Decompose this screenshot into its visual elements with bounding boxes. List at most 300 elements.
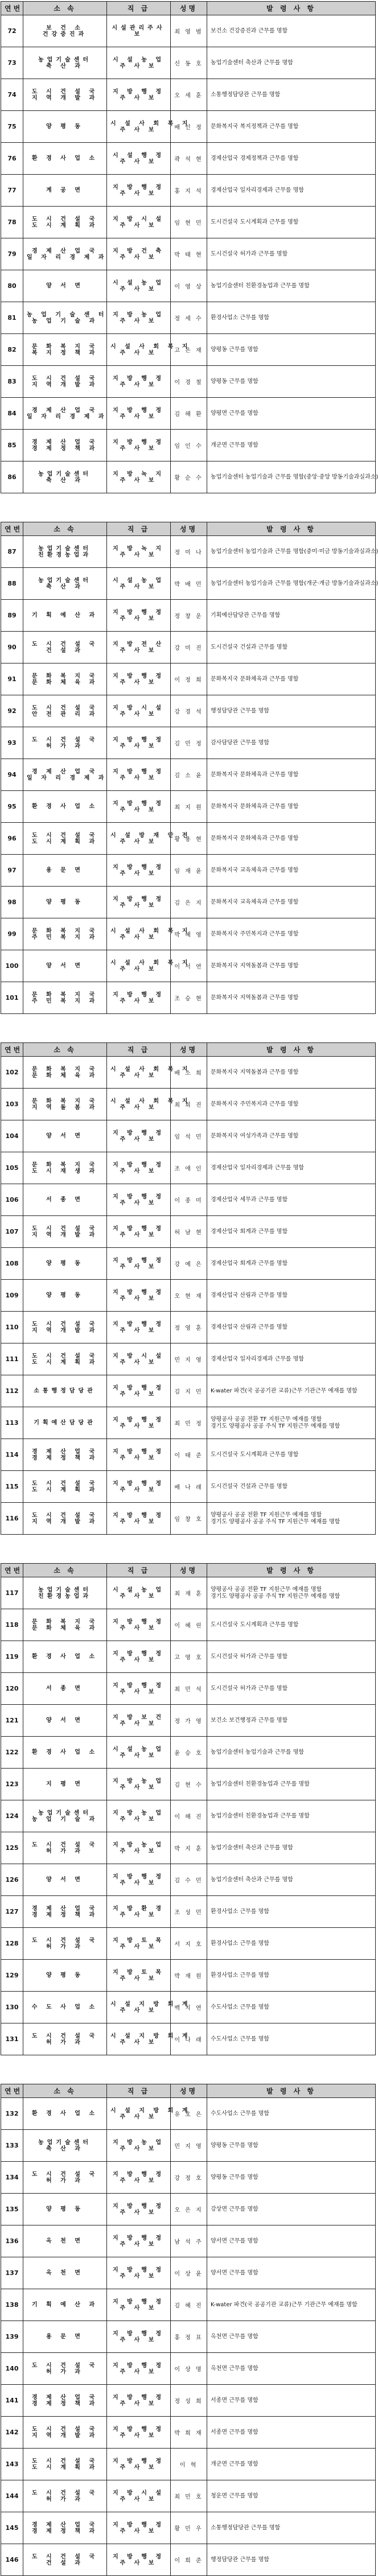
- person-name-cell: 황 순 수: [171, 461, 207, 493]
- table-row: [1, 2480, 376, 2512]
- header-department: 소 속: [23, 2084, 107, 2098]
- grade-cell: 지 방 행 정 주 사 보: [107, 398, 171, 430]
- seq-number-cell: 106: [1, 1184, 23, 1216]
- grade-cell: 지 방 행 정 주 사 보: [107, 1439, 171, 1471]
- assignment-cell: 문화복지국 주민복지과 근무를 명함: [207, 1089, 376, 1120]
- seq-number-cell: 77: [1, 175, 23, 207]
- department-cell: 양 서 면: [23, 270, 107, 302]
- person-name-cell: 임 창 호: [171, 1503, 207, 1535]
- grade-cell: 시 설 사 회 복 지 주 사 보: [107, 1057, 171, 1089]
- table-row: [1, 2512, 376, 2544]
- personnel-table: [1, 1563, 376, 2055]
- department-cell: 양 서 면: [23, 1705, 107, 1737]
- department-cell: 농업기술센터 축 산 과: [23, 461, 107, 493]
- header-department: 소 속: [23, 1564, 107, 1577]
- seq-number-cell: 78: [1, 207, 23, 238]
- person-name-cell: 이 상 윤: [171, 2257, 207, 2289]
- assignment-cell: 농업기술센터 농업기술과 근무를 명함(개군·개금 방동기술과실과소): [207, 568, 376, 600]
- header-assignment: 발 령 사 항: [207, 1564, 376, 1577]
- table-row: [1, 1673, 376, 1705]
- table-row: [1, 1089, 376, 1120]
- seq-number-cell: 75: [1, 111, 23, 143]
- assignment-cell: 옥천면 근무를 명함: [207, 2353, 376, 2385]
- department-cell: 용 문 면: [23, 855, 107, 887]
- assignment-cell: 도시건설국 허가과 근무를 명함: [207, 238, 376, 270]
- person-name-cell: 강 미 진: [171, 632, 207, 663]
- grade-cell: 지 방 행 정 주 사 보: [107, 1641, 171, 1673]
- assignment-cell: 도시건설국 건설과 근무를 명함: [207, 1471, 376, 1503]
- department-cell: 양 평 동: [23, 1248, 107, 1280]
- table-row: [1, 600, 376, 632]
- person-name-cell: 강 경 석: [171, 695, 207, 727]
- table-row: [1, 302, 376, 334]
- assignment-cell: 감사담당관 근무를 명함: [207, 727, 376, 759]
- grade-cell: 지 방 행 정 주 사 보: [107, 2385, 171, 2417]
- person-name-cell: 최 민 호: [171, 2480, 207, 2512]
- department-cell: 도 시 건 설 국 허 가 과: [23, 727, 107, 759]
- assignment-cell: 수도사업소 근무를 명함: [207, 2098, 376, 2130]
- seq-number-cell: 125: [1, 1832, 23, 1864]
- assignment-cell: 경제산업국 경제정책과 근무를 명함: [207, 143, 376, 175]
- table-row: [1, 1928, 376, 1960]
- seq-number-cell: 136: [1, 2225, 23, 2257]
- assignment-cell: 경제산업국 회계과 근무를 명함: [207, 1248, 376, 1280]
- table-row: [1, 1832, 376, 1864]
- department-cell: 도 시 건 설 국 허 가 과: [23, 1928, 107, 1960]
- seq-number-cell: 89: [1, 600, 23, 632]
- grade-cell: 지 방 행 정 주 사 보: [107, 366, 171, 398]
- table-row: [1, 430, 376, 461]
- department-cell: 옥 천 면: [23, 2225, 107, 2257]
- assignment-cell: 양평면 근무를 명함: [207, 398, 376, 430]
- grade-cell: 지 방 행 정 주 사 보: [107, 2417, 171, 2449]
- table-header-row: [1, 2, 376, 15]
- seq-number-cell: 146: [1, 2544, 23, 2576]
- table-row: [1, 727, 376, 759]
- seq-number-cell: 114: [1, 1439, 23, 1471]
- seq-number-cell: 98: [1, 887, 23, 918]
- header-person-name: 성명: [171, 2, 207, 15]
- assignment-cell: 경제산업국 일자리경제과 근무를 명함: [207, 1343, 376, 1375]
- assignment-cell: 문화복지국 교육체육과 근무를 명함: [207, 887, 376, 918]
- grade-cell: 지 방 농 업 주 사 보: [107, 1832, 171, 1864]
- seq-number-cell: 94: [1, 759, 23, 791]
- seq-number-cell: 130: [1, 1992, 23, 2023]
- person-name-cell: 이 종 미: [171, 1184, 207, 1216]
- table-row: [1, 982, 376, 1014]
- person-name-cell: 홍 정 표: [171, 2321, 207, 2353]
- table-row: [1, 1407, 376, 1439]
- table-row: [1, 47, 376, 79]
- seq-number-cell: 117: [1, 1577, 23, 1609]
- assignment-cell: 농업기술센터 축산과 근무를 명함: [207, 1832, 376, 1864]
- table-row: [1, 2257, 376, 2289]
- seq-number-cell: 83: [1, 366, 23, 398]
- grade-cell: 시설관리주사 보: [107, 15, 171, 47]
- seq-number-cell: 103: [1, 1089, 23, 1120]
- assignment-cell: 문화복지국 복지정책과 근무를 명함: [207, 111, 376, 143]
- assignment-cell: 문화복지국 주민복지과 근무를 명함: [207, 918, 376, 950]
- header-seq-number: 연번: [1, 2, 23, 15]
- person-name-cell: 고 은 재: [171, 334, 207, 366]
- table-row: [1, 663, 376, 695]
- grade-cell: 지 방 행 정 주 사 보: [107, 855, 171, 887]
- person-name-cell: 정 세 수: [171, 302, 207, 334]
- table-row: [1, 2023, 376, 2055]
- person-name-cell: 박 배 민: [171, 568, 207, 600]
- person-name-cell: 박 혜 영: [171, 918, 207, 950]
- grade-cell: 시 설 지 방 회 계 주 사 보: [107, 1992, 171, 2023]
- assignment-cell: 농업기술센터 친환경농업과 근무를 명함: [207, 270, 376, 302]
- grade-cell: 지 방 행 정 주 사 보: [107, 887, 171, 918]
- seq-number-cell: 139: [1, 2321, 23, 2353]
- table-row: [1, 398, 376, 430]
- seq-number-cell: 92: [1, 695, 23, 727]
- person-name-cell: 이 영 상: [171, 270, 207, 302]
- assignment-cell: 기획예산담당관 근무를 명함: [207, 600, 376, 632]
- person-name-cell: 민 지 영: [171, 1343, 207, 1375]
- seq-number-cell: 90: [1, 632, 23, 663]
- department-cell: 도 시 건 설 국 허 가 과: [23, 2480, 107, 2512]
- assignment-cell: K-water 파견(국 공공기관 교류)근무 기관근무 예재를 명함: [207, 2289, 376, 2321]
- department-cell: 양 서 면: [23, 1120, 107, 1152]
- table-row: [1, 950, 376, 982]
- department-cell: 농업기술센터 축 산 과: [23, 2130, 107, 2162]
- seq-number-cell: 99: [1, 918, 23, 950]
- assignment-cell: 도시건설국 도시계획과 근무를 명함: [207, 1439, 376, 1471]
- table-row: [1, 334, 376, 366]
- person-name-cell: 김 현 수: [171, 1769, 207, 1800]
- table-row: [1, 2130, 376, 2162]
- header-assignment: 발 령 사 항: [207, 2, 376, 15]
- table-row: [1, 759, 376, 791]
- grade-cell: 지 방 행 정 주 사 보: [107, 2449, 171, 2480]
- department-cell: 문 화 복 지 국 문 화 체 육 과: [23, 663, 107, 695]
- grade-cell: 지 방 행 정 주 사 보: [107, 1216, 171, 1248]
- grade-cell: 지 방 시 설 주 사 보: [107, 695, 171, 727]
- seq-number-cell: 145: [1, 2512, 23, 2544]
- grade-cell: 시 설 사 회 복 지 주 사 보: [107, 1089, 171, 1120]
- department-cell: 문 화 복 지 국 도 시 재 생 과: [23, 1152, 107, 1184]
- assignment-cell: 문화복지국 교육체육과 근무를 명함: [207, 855, 376, 887]
- person-name-cell: 정 미 나: [171, 536, 207, 568]
- grade-cell: 지 방 행 정 주 사 보: [107, 1375, 171, 1407]
- seq-number-cell: 115: [1, 1471, 23, 1503]
- department-cell: 도 시 건 설 국 허 가 과: [23, 1832, 107, 1864]
- assignment-cell: 양평공사 공공 전환 TF 지원근무 예재를 명함 경기도 양평공사 공공 주식 TF 지원근무 예재를 명함: [207, 1577, 376, 1609]
- person-name-cell: 이 정 희: [171, 663, 207, 695]
- seq-number-cell: 105: [1, 1152, 23, 1184]
- table-row: [1, 1641, 376, 1673]
- table-row: [1, 1737, 376, 1769]
- table-row: [1, 1120, 376, 1152]
- assignment-cell: 문화복지국 여성가족과 근무를 명함: [207, 1120, 376, 1152]
- grade-cell: 시 설 사 회 복 지 주 사 보: [107, 111, 171, 143]
- grade-cell: 시 설 사 회 복 지 주 사 보: [107, 334, 171, 366]
- table-row: [1, 2098, 376, 2130]
- person-name-cell: 김 민 정: [171, 727, 207, 759]
- person-name-cell: 곽 석 현: [171, 143, 207, 175]
- table-header-row: [1, 522, 376, 536]
- grade-cell: 지 방 행 정 주 사 보: [107, 2257, 171, 2289]
- assignment-cell: 도시건설국 도시계획과 근무를 명함: [207, 207, 376, 238]
- table-row: [1, 1184, 376, 1216]
- person-name-cell: 서 지 호: [171, 1928, 207, 1960]
- person-name-cell: 홍 지 석: [171, 175, 207, 207]
- grade-cell: 지 방 전 산 주 사 보: [107, 632, 171, 663]
- department-cell: 도 시 건 설 국 건 설 과: [23, 632, 107, 663]
- department-cell: 양 서 면: [23, 1864, 107, 1896]
- seq-number-cell: 123: [1, 1769, 23, 1800]
- seq-number-cell: 108: [1, 1248, 23, 1280]
- table-row: [1, 568, 376, 600]
- person-name-cell: 김 수 민: [171, 1864, 207, 1896]
- person-name-cell: 임 재 윤: [171, 855, 207, 887]
- grade-cell: 지 방 행 정 주 사 보: [107, 175, 171, 207]
- seq-number-cell: 118: [1, 1609, 23, 1641]
- assignment-cell: 서종면 근무를 명함: [207, 2417, 376, 2449]
- table-row: [1, 2544, 376, 2576]
- seq-number-cell: 81: [1, 302, 23, 334]
- personnel-table: [1, 1, 376, 493]
- grade-cell: 시 설 사 회 복 지 주 사 보: [107, 950, 171, 982]
- seq-number-cell: 129: [1, 1960, 23, 1992]
- grade-cell: 지 방 시 설 주 사 보: [107, 2480, 171, 2512]
- table-row: [1, 1705, 376, 1737]
- table-row: [1, 2385, 376, 2417]
- assignment-cell: 보건소 보건행정과 근무를 명함: [207, 1705, 376, 1737]
- department-cell: 기획예산담당관: [23, 1407, 107, 1439]
- seq-number-cell: 100: [1, 950, 23, 982]
- assignment-cell: 도시건설국 허가과 근무를 명함: [207, 1641, 376, 1673]
- assignment-cell: 문화복지국 문화체육과 근무를 명함: [207, 759, 376, 791]
- seq-number-cell: 101: [1, 982, 23, 1014]
- seq-number-cell: 124: [1, 1800, 23, 1832]
- table-row: [1, 1800, 376, 1832]
- seq-number-cell: 74: [1, 79, 23, 111]
- assignment-cell: 환경사업소 근무를 명함: [207, 1960, 376, 1992]
- department-cell: 문 화 복 지 국 문 화 체 육 과: [23, 1609, 107, 1641]
- assignment-cell: 도시건설국 건설과 근무를 명함: [207, 632, 376, 663]
- table-row: [1, 1375, 376, 1407]
- department-cell: 양 서 면: [23, 950, 107, 982]
- seq-number-cell: 76: [1, 143, 23, 175]
- department-cell: 도 시 건 설 국 건 설 과: [23, 2544, 107, 2576]
- assignment-cell: 농업기술센터 축산과 근무를 명함: [207, 1864, 376, 1896]
- table-row: [1, 2353, 376, 2385]
- table-row: [1, 1343, 376, 1375]
- header-grade: 직 급: [107, 522, 171, 536]
- person-name-cell: 배 나 래: [171, 1471, 207, 1503]
- department-cell: 농업기술센터 친환경농업과: [23, 536, 107, 568]
- department-cell: 도 시 건 설 국 지 역 개 발 과: [23, 1503, 107, 1535]
- assignment-cell: 농업기술센터 친환경농업과 근무를 명함: [207, 1800, 376, 1832]
- department-cell: 도 시 건 설 국 지 역 개 발 과: [23, 1312, 107, 1343]
- header-grade: 직 급: [107, 2, 171, 15]
- seq-number-cell: 88: [1, 568, 23, 600]
- grade-cell: 지 방 행 정 주 사 보: [107, 663, 171, 695]
- grade-cell: 지 방 행 정 주 사 보: [107, 1503, 171, 1535]
- department-cell: 도 시 건 설 국 도 시 계 획 과: [23, 1343, 107, 1375]
- assignment-cell: 강상면 근무를 명함: [207, 2194, 376, 2225]
- header-grade: 직 급: [107, 2084, 171, 2098]
- department-cell: 양 평 동: [23, 887, 107, 918]
- table-row: [1, 1769, 376, 1800]
- header-assignment: 발 령 사 항: [207, 522, 376, 536]
- assignment-cell: 환경사업소 근무를 명함: [207, 1896, 376, 1928]
- person-name-cell: 이 경 철: [171, 366, 207, 398]
- header-grade: 직 급: [107, 1043, 171, 1057]
- seq-number-cell: 104: [1, 1120, 23, 1152]
- department-cell: 양 평 동: [23, 111, 107, 143]
- department-cell: 경 제 산 업 국 경 제 정 책 과: [23, 430, 107, 461]
- grade-cell: 지 방 보 건 주 사 보: [107, 1705, 171, 1737]
- grade-cell: 지 방 행 정 주 사 보: [107, 1312, 171, 1343]
- table-row: [1, 1057, 376, 1089]
- department-cell: 도 시 건 설 국 안 전 관 리 과: [23, 695, 107, 727]
- department-cell: 수 도 사 업 소: [23, 1992, 107, 2023]
- assignment-cell: 양평공사 공공 전환 TF 지원근무 예재를 명함 경기도 양평공사 공공 주식 TF 지원근무 예재를 명함: [207, 1503, 376, 1535]
- table-row: [1, 791, 376, 823]
- assignment-cell: 문화복지국 문화체육과 근무를 명함: [207, 663, 376, 695]
- grade-cell: 지 방 농 업 주 사 보: [107, 1769, 171, 1800]
- grade-cell: 지 방 행 정 주 사 보: [107, 1864, 171, 1896]
- assignment-cell: 경제산업국 회계과 근무를 명함: [207, 1216, 376, 1248]
- person-name-cell: 최 재 훈: [171, 1577, 207, 1609]
- assignment-cell: 양평동 근무를 명함: [207, 2162, 376, 2194]
- grade-cell: 시 설 농 업 주 사 보: [107, 47, 171, 79]
- assignment-cell: 문화복지국 지역돌봄과 근무를 명함: [207, 1057, 376, 1089]
- person-name-cell: 김 해 환: [171, 398, 207, 430]
- header-person-name: 성명: [171, 1043, 207, 1057]
- seq-number-cell: 96: [1, 823, 23, 855]
- grade-cell: 지 방 행 정 주 사 보: [107, 791, 171, 823]
- grade-cell: 시 설 지 방 회 계 주 사 보: [107, 2023, 171, 2055]
- seq-number-cell: 134: [1, 2162, 23, 2194]
- table-row: [1, 111, 376, 143]
- personnel-table: [1, 2084, 376, 2576]
- seq-number-cell: 143: [1, 2449, 23, 2480]
- person-name-cell: 강 예 은: [171, 1248, 207, 1280]
- table-header-row: [1, 1564, 376, 1577]
- assignment-cell: 문화복지국 문화체육과 근무를 명함: [207, 791, 376, 823]
- assignment-cell: 양평공사 공공 전환 TF 지원근무 예재를 명함 경기도 양평공사 공공 주식 TF 지원근무 예재를 명함: [207, 1407, 376, 1439]
- table-row: [1, 887, 376, 918]
- department-cell: 양 평 동: [23, 1280, 107, 1312]
- assignment-cell: 개군면 근무를 명함: [207, 2449, 376, 2480]
- seq-number-cell: 135: [1, 2194, 23, 2225]
- grade-cell: 시 설 농 업 주 사 보: [107, 1577, 171, 1609]
- person-name-cell: 오 은 지: [171, 2194, 207, 2225]
- seq-number-cell: 122: [1, 1737, 23, 1769]
- header-grade: 직 급: [107, 1564, 171, 1577]
- person-name-cell: 박 재 원: [171, 1960, 207, 1992]
- table-row: [1, 2162, 376, 2194]
- header-person-name: 성명: [171, 2084, 207, 2098]
- grade-cell: 지 방 행 정 주 사 보: [107, 600, 171, 632]
- person-name-cell: 최 영 범: [171, 15, 207, 47]
- seq-number-cell: 73: [1, 47, 23, 79]
- grade-cell: 지 방 행 정 주 사 보: [107, 1673, 171, 1705]
- department-cell: 경 제 산 업 국 일 자 리 경 제 과: [23, 398, 107, 430]
- table-row: [1, 1864, 376, 1896]
- grade-cell: 지 방 시 설 주 사 보: [107, 1343, 171, 1375]
- table-row: [1, 2449, 376, 2480]
- grade-cell: 지 방 행 정 주 사 보: [107, 1609, 171, 1641]
- person-name-cell: 백 지 연: [171, 1992, 207, 2023]
- person-name-cell: 조 승 현: [171, 982, 207, 1014]
- assignment-cell: 농업기술센터 친환경농업과 근무를 명함: [207, 1769, 376, 1800]
- header-department: 소 속: [23, 1043, 107, 1057]
- table-row: [1, 695, 376, 727]
- seq-number-cell: 95: [1, 791, 23, 823]
- grade-cell: 지 방 행 정 주 사 보: [107, 1248, 171, 1280]
- person-name-cell: 이 해 진: [171, 1800, 207, 1832]
- person-name-cell: 최 민 정: [171, 1407, 207, 1439]
- person-name-cell: 최 민 석: [171, 1673, 207, 1705]
- grade-cell: 시 설 농 업 주 사 보: [107, 1737, 171, 1769]
- department-cell: 도 시 건 설 국 지 역 개 발 과: [23, 366, 107, 398]
- department-cell: 문 화 복 지 국 주 민 복 지 과: [23, 982, 107, 1014]
- assignment-cell: 경제산업국 산림과 근무를 명함: [207, 1312, 376, 1343]
- person-name-cell: 임 석 민: [171, 1120, 207, 1152]
- table-row: [1, 918, 376, 950]
- table-row: [1, 366, 376, 398]
- department-cell: 서 종 면: [23, 1184, 107, 1216]
- assignment-cell: 양평동 근무를 명함: [207, 334, 376, 366]
- seq-number-cell: 97: [1, 855, 23, 887]
- person-name-cell: 신 동 호: [171, 47, 207, 79]
- assignment-cell: 경제산업국 세무과 근무를 명함: [207, 1184, 376, 1216]
- assignment-cell: 청운면 근무를 명함: [207, 2480, 376, 2512]
- grade-cell: 지 방 토 목 주 사 보: [107, 1960, 171, 1992]
- grade-cell: 지 방 건 축 주 사 보: [107, 238, 171, 270]
- grade-cell: 지 방 행 정 주 사 보: [107, 79, 171, 111]
- grade-cell: 지 방 행 정 주 사 보: [107, 2225, 171, 2257]
- department-cell: 경 제 산 업 국 경 제 정 책 과: [23, 2385, 107, 2417]
- grade-cell: 지 방 행 정 주 사 보: [107, 1471, 171, 1503]
- assignment-cell: 농업기술센터 농업기술과 근무를 명함(중미·미금 방동기술과실과소): [207, 536, 376, 568]
- header-assignment: 발 령 사 항: [207, 2084, 376, 2098]
- grade-cell: 지 방 행 정 주 사 보: [107, 2194, 171, 2225]
- grade-cell: 지 방 농 업 주 사 보: [107, 2130, 171, 2162]
- assignment-cell: 농업기술센터 농업기술과 근무를 명함(중앙·중앙 방동기술과실과소): [207, 461, 376, 493]
- person-name-cell: 임 인 수: [171, 430, 207, 461]
- table-row: [1, 1248, 376, 1280]
- person-name-cell: 정 창 운: [171, 600, 207, 632]
- table-row: [1, 2289, 376, 2321]
- assignment-cell: 수도사업소 근무를 명함: [207, 2023, 376, 2055]
- table-header-row: [1, 1043, 376, 1057]
- department-cell: 도 시 건 설 국 도 시 계 획 과: [23, 2449, 107, 2480]
- table-row: [1, 143, 376, 175]
- department-cell: 도 시 건 설 국 허 가 과: [23, 2353, 107, 2385]
- person-name-cell: 최 희 진: [171, 1089, 207, 1120]
- assignment-cell: 양평동 근무를 명함: [207, 366, 376, 398]
- seq-number-cell: 132: [1, 2098, 23, 2130]
- person-name-cell: 오 현 재: [171, 1280, 207, 1312]
- seq-number-cell: 109: [1, 1280, 23, 1312]
- department-cell: 도 시 건 설 국 지 역 개 발 과: [23, 1216, 107, 1248]
- seq-number-cell: 121: [1, 1705, 23, 1737]
- department-cell: 문 화 복 지 국 문 화 체 육 과: [23, 1057, 107, 1089]
- seq-number-cell: 102: [1, 1057, 23, 1089]
- department-cell: 문 화 복 지 국 지 역 돌 봄 과: [23, 1089, 107, 1120]
- assignment-cell: 행정담당관 근무를 명함: [207, 2544, 376, 2576]
- assignment-cell: 서종면 근무를 명함: [207, 2385, 376, 2417]
- person-name-cell: 배 소 희: [171, 1057, 207, 1089]
- department-cell: 기 획 예 산 과: [23, 600, 107, 632]
